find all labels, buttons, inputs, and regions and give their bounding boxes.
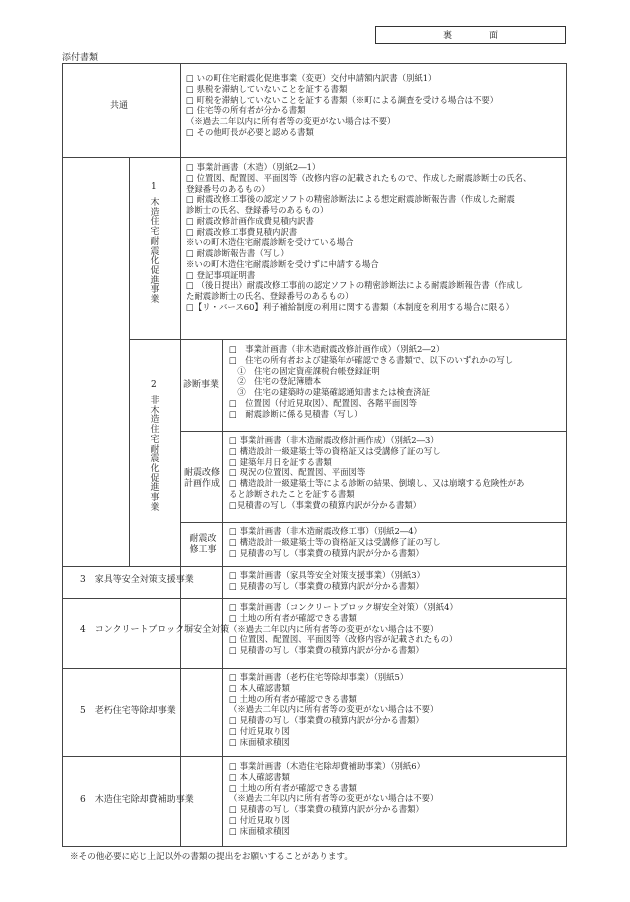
document-item: □ 事業計画書（家具等安全対策支援事業）（別紙3） xyxy=(229,570,425,580)
document-item: □ 本人確認書類 xyxy=(229,682,290,693)
common-document-list xyxy=(186,73,564,138)
document-item: □ 耐震改修工事後の認定ソフトの精密診断法による想定耐震診断報告書（作成した耐震 xyxy=(186,194,515,205)
document-item: □ 耐震改修工事費見積内訳書 xyxy=(186,226,298,237)
document-item: □ 構造設計一級建築士等の資格証又は受講修了証の写し xyxy=(229,445,441,456)
document-item: □ 耐震診断報告書（写し） xyxy=(186,248,289,258)
document-item: ① 住宅の固定資産課税台帳登録証明 xyxy=(229,365,380,376)
non-wooden-vertical-label: 非木造住宅耐震化促進事業 xyxy=(150,396,160,513)
old-house-row-label: 5 老朽住宅等除却事業 xyxy=(80,706,176,716)
document-item: □ 位置図、配置図、平面図等（改修内容が記載されたもの） xyxy=(229,634,458,645)
document-item: □ 事業計画書（コンクリートブロック塀安全対策）（別紙4） xyxy=(229,602,458,612)
footer-note: ※その他必要に応じ上記以外の書類の提出をお願いすることがあります。 xyxy=(70,852,353,862)
document-item: □ その他町長が必要と認める書類 xyxy=(186,126,314,137)
document-item: □ 事業計画書（木造住宅除却費補助事業）（別紙6） xyxy=(229,761,425,771)
document-item: □ 住宅等の所有者が分かる書類 xyxy=(186,105,306,116)
block-wall-document-list xyxy=(229,602,565,656)
common-label: 共通 xyxy=(110,101,129,111)
retrofit-work-document-list xyxy=(229,526,565,558)
document-item: □ 建築年月日を証する書類 xyxy=(229,456,332,467)
document-item: □ 床面積求積図 xyxy=(229,825,290,836)
back-side-label: 裏 面 xyxy=(375,26,566,44)
document-item: ③ 住宅の建築時の建築確認通知書または検査済証 xyxy=(229,387,430,397)
document-item: □ 見積書の写し（事業費の積算内訳が分かる書類） xyxy=(229,715,424,725)
document-item: □ 住宅の所有者および建築年が確認できる書類で、以下のいずれかの写し xyxy=(229,354,514,365)
document-item: □ 耐震診断に係る見積書（写し） xyxy=(229,408,363,419)
document-item: （※過去二年以内に所有者等の変更がない場合は不要） xyxy=(229,623,439,634)
diagnosis-document-list xyxy=(229,344,565,419)
document-item: □ 土地の所有者が確認できる書類 xyxy=(229,782,357,793)
wooden-row-number: 1 xyxy=(151,182,157,192)
document-item: ると診断されたことを証する書類 xyxy=(229,488,355,499)
document-item: （※過去二年以内に所有者等の変更がない場合は不要） xyxy=(186,116,396,126)
furniture-row-label: 3 家具等安全対策支援事業 xyxy=(80,575,194,585)
document-item: □見積書の写し（事業費の積算内訳が分かる書類） xyxy=(229,499,422,510)
wooden-document-list xyxy=(186,162,564,313)
document-item: □ 構造設計一級建築士等の資格証又は受講修了証の写し xyxy=(229,536,441,547)
document-item: □ 構造設計一級建築士等による診断の結果、倒壊し、又は崩壊する危険性があ xyxy=(229,478,525,488)
document-item: □ 事業計画書（非木造耐震改修工事）（別紙2―4） xyxy=(229,526,422,536)
furniture-document-list xyxy=(229,570,565,592)
document-item: □ 町税を滞納していないことを証する書類（※町による調査を受ける場合は不要） xyxy=(186,94,499,105)
document-item: □ 土地の所有者が確認できる書類 xyxy=(229,612,357,623)
wooden-removal-document-list xyxy=(229,761,565,836)
document-item: □ 県税を滞納していないことを証する書類 xyxy=(186,83,348,94)
document-item: □ 事業計画書（非木造耐震改修計画作成）（別紙2―3） xyxy=(229,435,439,445)
document-item: □ 見積書の写し（事業費の積算内訳が分かる書類） xyxy=(229,804,424,814)
document-item: □ 見積書の写し（事業費の積算内訳が分かる書類） xyxy=(229,645,424,655)
document-item: □ 見積書の写し（事業費の積算内訳が分かる書類） xyxy=(229,580,424,591)
retrofit-plan-document-list xyxy=(229,435,565,510)
document-item: □ 事業計画書（木造）（別紙2―1） xyxy=(186,162,321,172)
wooden-removal-row-label: 6 木造住宅除却費補助事業 xyxy=(80,795,194,805)
document-item: □ （後日提出）耐震改修工事前の認定ソフトの精密診断法による耐震診断報告書（作成し xyxy=(186,280,524,291)
document-item: □ 登記事項証明書 xyxy=(186,269,256,280)
document-item: □ 事業計画書（老朽住宅等除却事業）（別紙5） xyxy=(229,672,409,682)
document-item: た耐震診断士の氏名、登録番号のあるもの） xyxy=(186,291,354,301)
document-item: ※いの町木造住宅耐震診断を受けずに申請する場合 xyxy=(186,258,379,269)
document-item: □ 事業計画書（非木造耐震改修計画作成）（別紙2―2） xyxy=(229,344,445,354)
document-item: 登録番号のあるもの） xyxy=(186,183,270,194)
document-item: □ 付近見取り図 xyxy=(229,725,290,736)
document-item: □ 土地の所有者が確認できる書類 xyxy=(229,693,357,704)
document-item: 診断士の氏名、登録番号のあるもの） xyxy=(186,205,329,215)
non-wooden-row-number: 2 xyxy=(151,380,157,390)
block-wall-row-label: 4 コンクリートブロック塀安全対策 xyxy=(80,625,230,635)
document-item: □ いの町住宅耐震化促進事業（変更）交付申請額内訳書（別紙1） xyxy=(186,73,437,83)
document-item: □ 床面積求積図 xyxy=(229,736,290,747)
document-item: □ 本人確認書類 xyxy=(229,771,290,782)
retrofit-plan-sub-label: 耐震改修計画作成 xyxy=(184,468,221,489)
old-house-document-list xyxy=(229,672,565,747)
document-item: □ 耐震改修計画作成費見積内訳書 xyxy=(186,215,314,226)
document-item: ※いの町木造住宅耐震診断を受けている場合 xyxy=(186,237,354,248)
diagnosis-sub-label: 診断事業 xyxy=(183,380,220,390)
document-item: ② 住宅の登記簿謄本 xyxy=(229,376,322,387)
document-item: □ 見積書の写し（事業費の積算内訳が分かる書類） xyxy=(229,547,424,558)
document-item: □ 付近見取り図 xyxy=(229,814,290,825)
document-item: □ 位置図、配置図、平面図等（改修内容の記載されたもので、作成した耐震診断士の氏名、 xyxy=(186,172,532,183)
document-item: □ 位置図（付近見取図）、配置図、各階平面図等 xyxy=(229,397,417,408)
document-item: （※過去二年以内に所有者等の変更がない場合は不要） xyxy=(229,793,439,804)
attachment-title: 添付書類 xyxy=(62,53,99,63)
retrofit-work-sub-label: 耐震改修工事 xyxy=(189,534,217,555)
document-item: □ 現況の位置図、配置図、平面図等 xyxy=(229,467,366,478)
document-item: （※過去二年以内に所有者等の変更がない場合は不要） xyxy=(229,704,439,715)
wooden-vertical-label: 木造住宅耐震化促進事業 xyxy=(150,198,160,306)
document-item: □【リ・バース60】利子補給制度の利用に関する書類（本制度を利用する場合に限る） xyxy=(186,301,515,312)
